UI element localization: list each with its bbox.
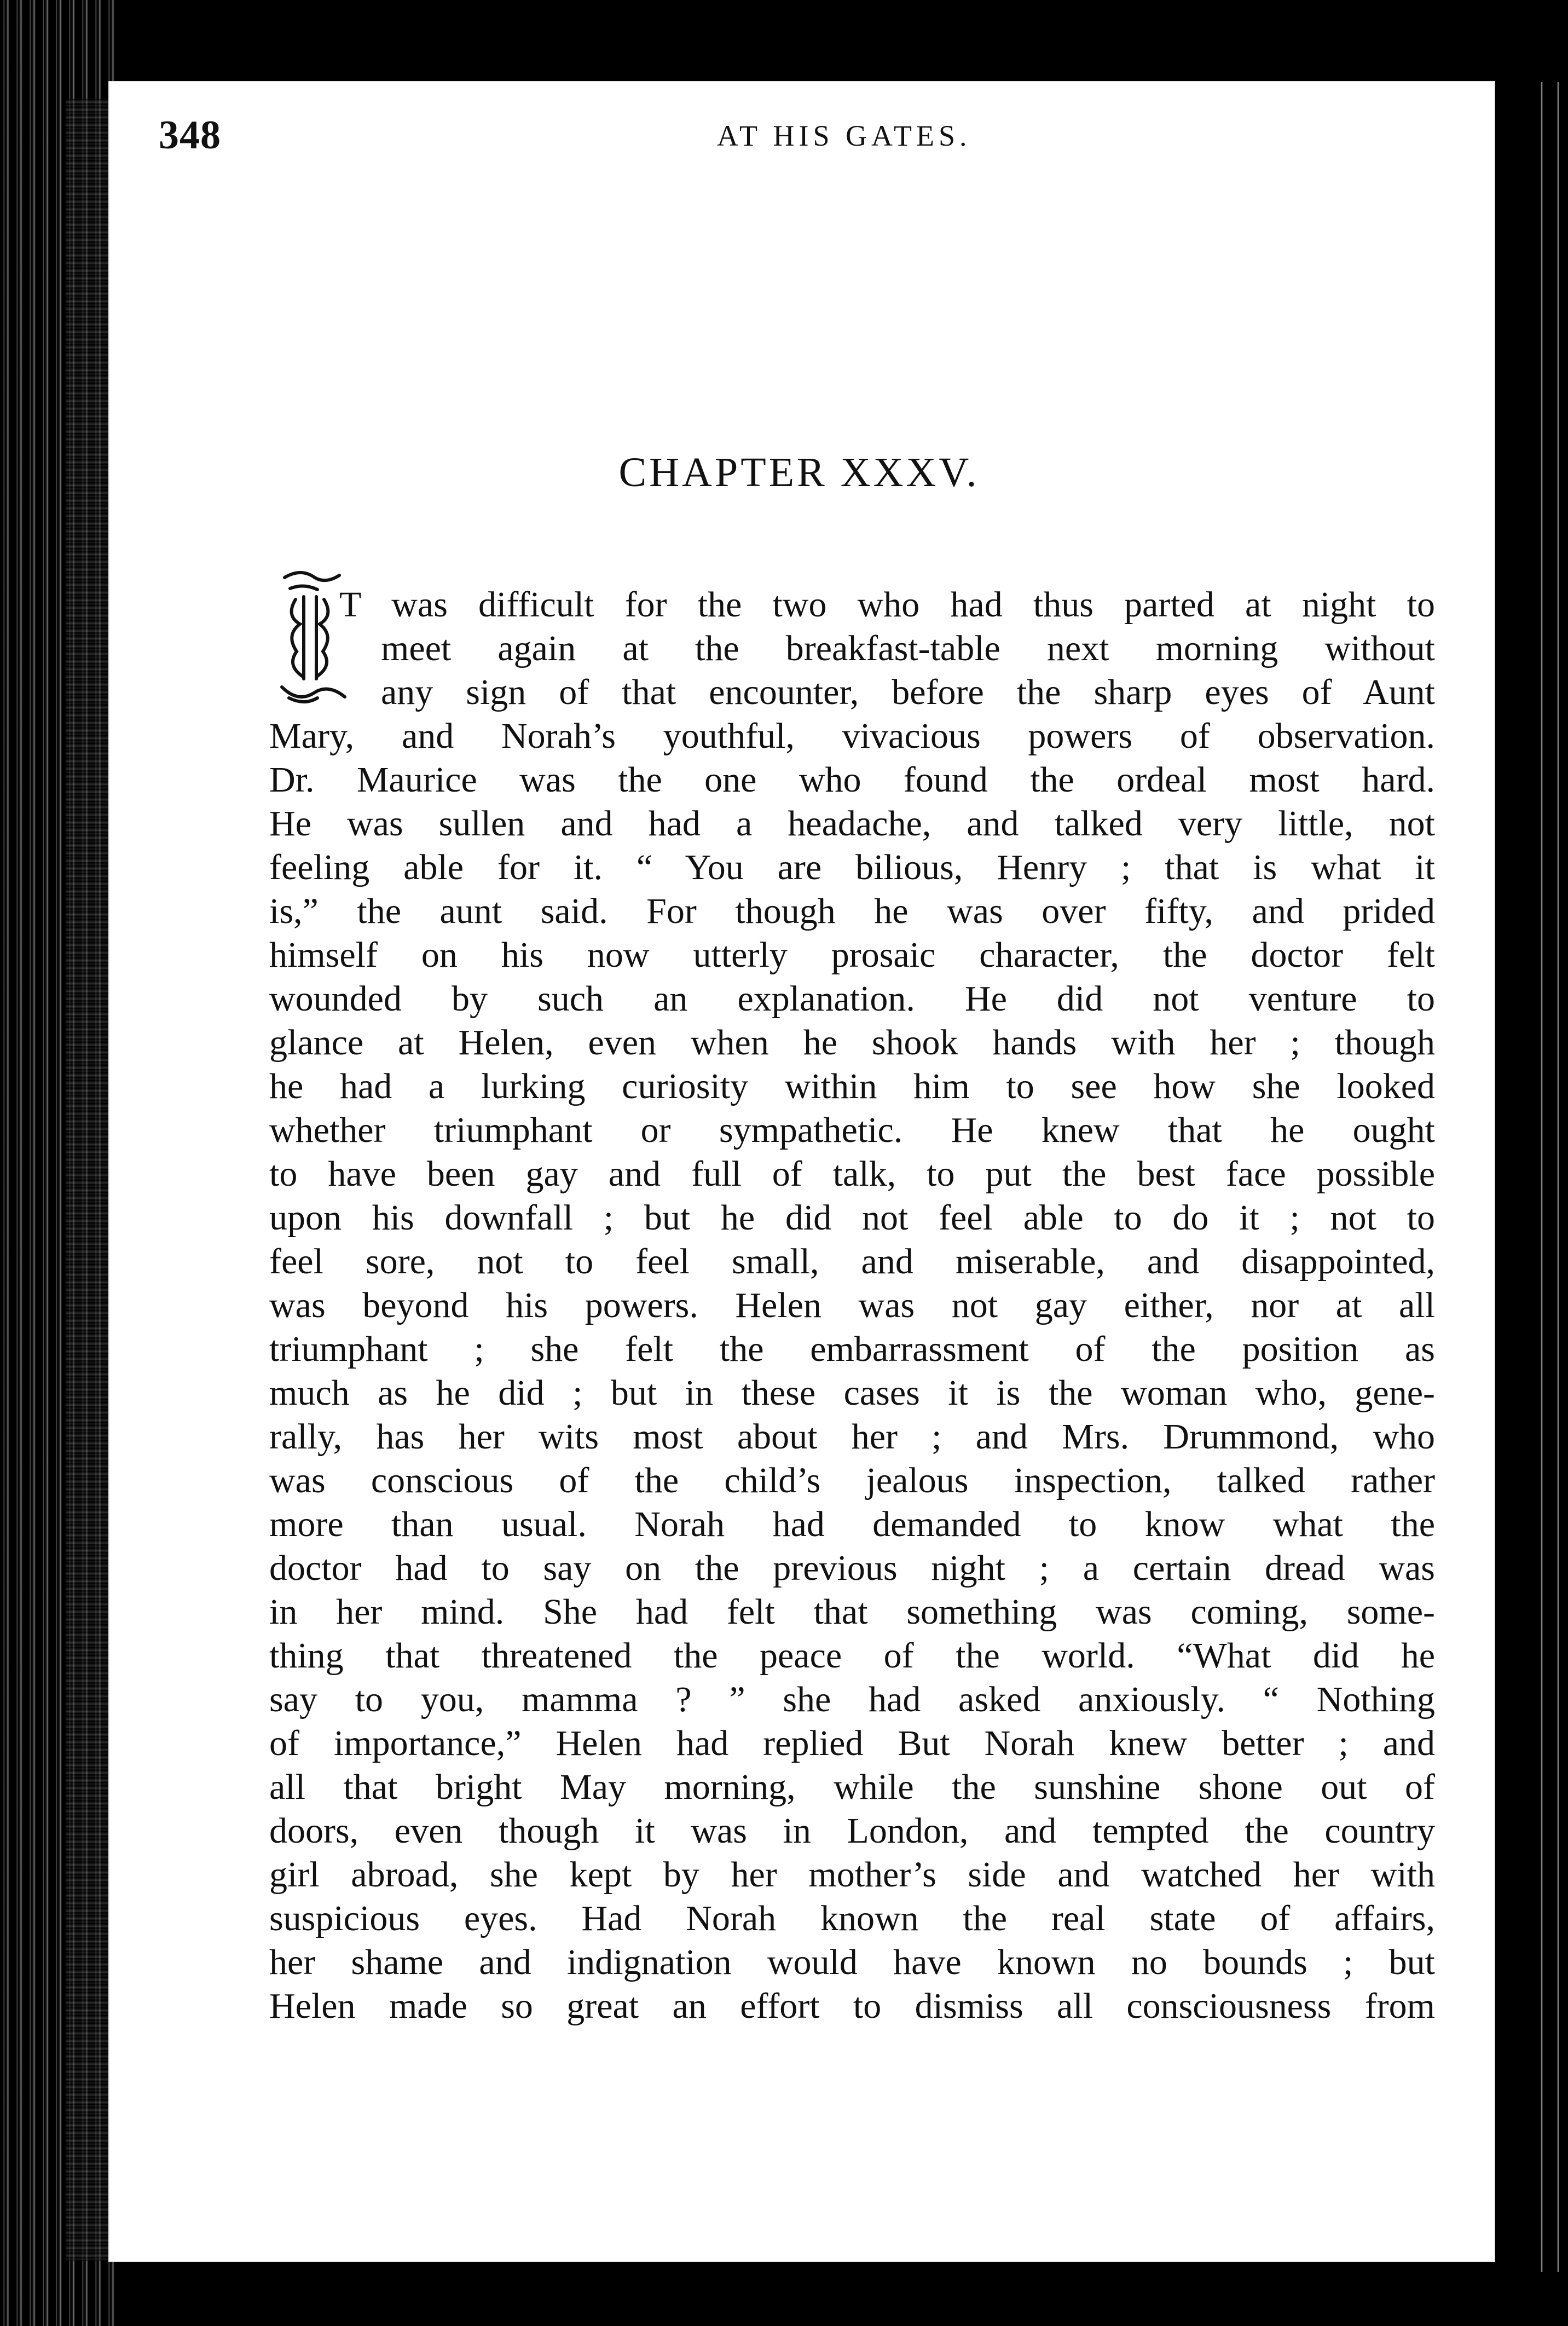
page-number: 348 [159,113,221,158]
text-line: any sign of that encounter, before the sharp eyes of Aunt [381,672,1435,712]
text-line: meet again at the breakfast-table next morning without [381,628,1435,668]
text-line: He was sullen and had a headache, and talked very little, not [269,804,1435,844]
text-line: of importance,” Helen had replied But Norah knew better ; and [269,1723,1435,1763]
text-line: Mary, and Norah’s youthful, vivacious powers of observation. [269,716,1435,756]
text-line: her shame and indignation would have known no bounds ; but [269,1942,1435,1982]
text-line: feeling able for it. “ You are bilious, Henry ; that is what it [269,847,1435,887]
chapter-heading: CHAPTER XXXV. [618,449,980,495]
text-line: thing that threatened the peace of the world. “What did he [269,1636,1435,1676]
text-line: was conscious of the child’s jealous inspection, talked rather [269,1461,1435,1500]
running-title: AT HIS GATES. [717,119,971,152]
body-text [269,583,1435,2028]
text-line: T was difficult for the two who had thus parted at night to [339,585,1435,625]
text-line: much as he did ; but in these cases it is the woman who, gene- [269,1373,1435,1413]
text-line: Helen made so great an effort to dismiss all consciousness from [269,1986,1435,2026]
text-line: Dr. Maurice was the one who found the ordeal most hard. [269,760,1435,800]
text-line: upon his downfall ; but he did not feel able to do it ; not to [269,1198,1435,1238]
text-line: to have been gay and full of talk, to put the best face possible [269,1154,1435,1194]
running-head [159,112,1439,172]
text-line: all that bright May morning, while the sunshine shone out of [269,1767,1435,1807]
text-line: say to you, mamma ? ” she had asked anxiously. “ Nothing [269,1679,1435,1719]
text-line: suspicious eyes. Had Norah known the real state of affairs, [269,1898,1435,1938]
text-line: was beyond his powers. Helen was not gay either, nor at all [269,1285,1435,1325]
text-line: doctor had to say on the previous night ; a certain dread was [269,1548,1435,1588]
text-line: feel sore, not to feel small, and miserable, and disappointed, [269,1242,1435,1282]
text-line: himself on his now utterly prosaic character, the doctor felt [269,935,1435,975]
text-line: whether triumphant or sympathetic. He knew that he ought [269,1110,1435,1150]
text-line: wounded by such an explanation. He did not venture to [269,979,1435,1019]
text-line: is,” the aunt said. For though he was over fifty, and prided [269,891,1435,931]
text-line: girl abroad, she kept by her mother’s side and watched her with [269,1855,1435,1895]
text-line: more than usual. Norah had demanded to know what the [269,1504,1435,1544]
text-line: rally, has her wits most about her ; and Mrs. Drummond, who [269,1417,1435,1457]
text-line: in her mind. She had felt that something was coming, some- [269,1592,1435,1632]
text-line: doors, even though it was in London, and tempted the country [269,1811,1435,1851]
text-line: he had a lurking curiosity within him to see how she looked [269,1066,1435,1106]
adjacent-page-edge [1535,82,1568,2272]
text-line: triumphant ; she felt the embarrassment of the position as [269,1329,1435,1369]
text-line: glance at Helen, even when he shook hands with her ; though [269,1023,1435,1063]
